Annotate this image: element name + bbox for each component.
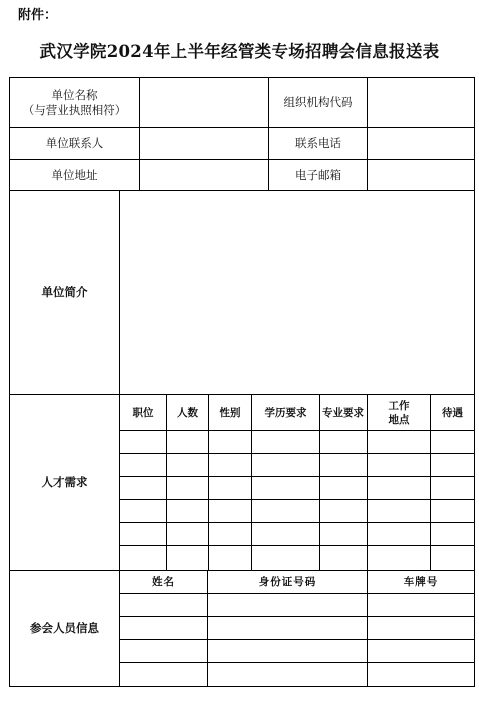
grid-row-line [119, 639, 475, 640]
grid-row-line [119, 593, 475, 594]
unit-name-note: （与营业执照相符） [22, 102, 127, 117]
col-header-location: 工作地点 [388, 399, 410, 426]
attendee-info-label: 参会人员信息 [30, 621, 99, 635]
contact-person-input[interactable] [140, 128, 268, 159]
contact-phone-label: 联系电话 [295, 136, 341, 150]
col-header-major: 专业要求 [322, 406, 364, 419]
table-border-bottom [9, 686, 475, 687]
col-header-name: 姓名 [152, 576, 175, 588]
grid-row-line [119, 476, 475, 477]
col-header-salary: 待遇 [442, 406, 463, 419]
unit-name-cell [10, 78, 139, 127]
org-code-label: 组织机构代码 [283, 95, 353, 109]
grid-row-line [119, 662, 475, 663]
grid-row-line [119, 522, 475, 523]
address-input[interactable] [140, 160, 268, 190]
email-input[interactable] [368, 160, 474, 190]
col-header-headcount: 人数 [177, 406, 198, 419]
org-code-input[interactable] [368, 78, 474, 127]
attachment-label: 附件： [18, 8, 58, 23]
grid-row-line [119, 616, 475, 617]
grid-row-line [119, 499, 475, 500]
col-header-education: 学历要求 [264, 406, 307, 419]
grid-row-line [119, 453, 475, 454]
grid-row-line [119, 545, 475, 546]
unit-intro-label: 单位简介 [41, 285, 88, 299]
col-header-plate-number: 车牌号 [403, 576, 439, 588]
col-header-position: 职位 [132, 406, 154, 419]
unit-name-label: 单位名称 [51, 87, 98, 102]
grid-col-line [367, 394, 368, 571]
col-header-gender: 性别 [219, 406, 241, 419]
contact-person-label: 单位联系人 [45, 136, 104, 150]
address-label: 单位地址 [51, 167, 98, 182]
contact-phone-input[interactable] [368, 128, 474, 159]
table-border-right [474, 77, 475, 687]
grid-row-line [119, 430, 475, 431]
email-label: 电子邮箱 [295, 167, 341, 182]
unit-intro-input[interactable] [120, 191, 474, 394]
page-title: 武汉学院2024年上半年经管类专场招聘会信息报送表 [39, 42, 440, 61]
unit-name-input[interactable] [140, 78, 268, 127]
col-header-id-number: 身份证号码 [258, 576, 317, 588]
talent-demand-label: 人才需求 [41, 475, 88, 489]
grid-col-line [319, 394, 320, 571]
